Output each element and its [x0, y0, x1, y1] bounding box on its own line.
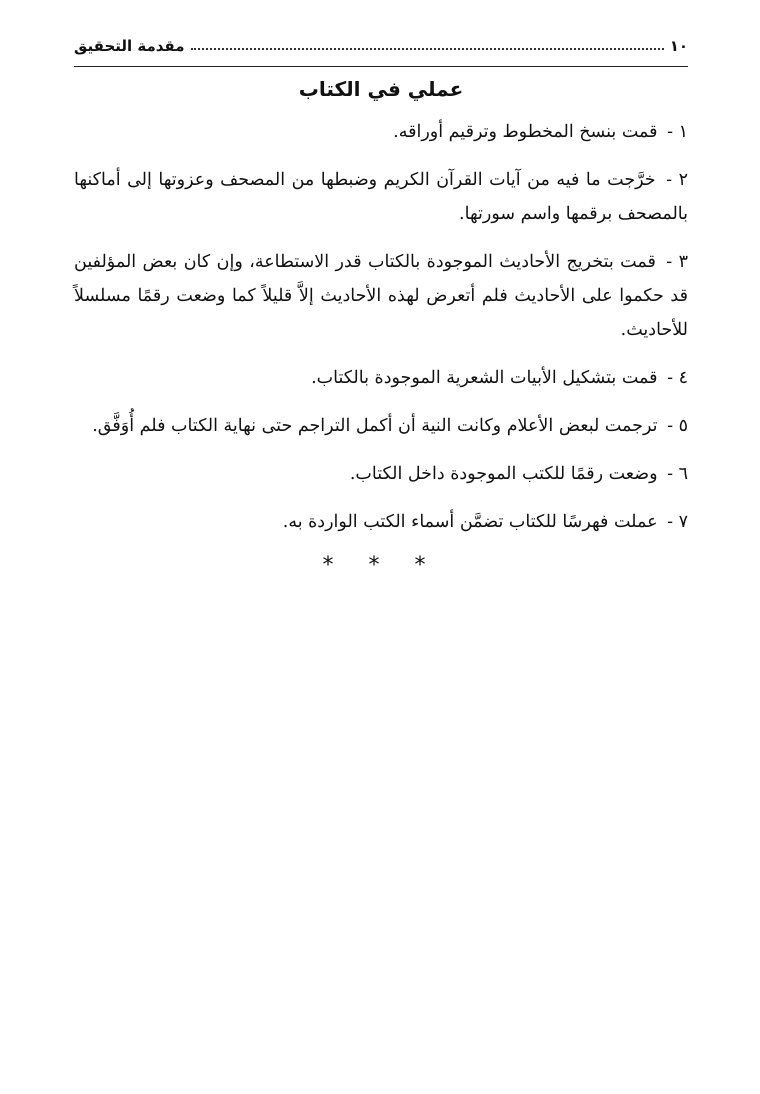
- item-text: قمت بنسخ المخطوط وترقيم أوراقه.: [393, 122, 658, 142]
- running-header-title: مقدمة التحقيق: [74, 37, 185, 55]
- page-number: ١٠: [669, 37, 688, 55]
- item-number: ٢ -: [666, 170, 688, 190]
- item-number: ٧ -: [667, 512, 688, 532]
- item-text: قمت بتشكيل الأبيات الشعرية الموجودة بالكتاب.: [311, 368, 658, 388]
- item-number: ٥ -: [667, 416, 688, 436]
- item-number: ١ -: [667, 122, 688, 142]
- list-item-3: [74, 245, 688, 347]
- list-item-2: [74, 163, 688, 231]
- list-item-5: [74, 409, 688, 443]
- list-item-1: [74, 115, 688, 149]
- item-text: ترجمت لبعض الأعلام وكانت النية أن أكمل التراجم حتى نهاية الكتاب فلم أُوَفَّق.: [92, 416, 658, 436]
- list-item-6: [74, 457, 688, 491]
- item-number: ٤ -: [667, 368, 688, 388]
- running-header: [74, 26, 688, 67]
- section-end-ornament: * * *: [322, 553, 440, 578]
- list-item-7: [74, 505, 688, 539]
- item-text: قمت بتخريج الأحاديث الموجودة بالكتاب قدر الاستطاعة، وإن كان بعض المؤلفين قد حكموا على الأحاديث فلم أتعرض لهذه الأحاديث إلاَّ قليلاً كما وضعت رقمًا مسلسلاً للأحاديث.: [74, 252, 688, 340]
- item-text: وضعت رقمًا للكتب الموجودة داخل الكتاب.: [349, 464, 658, 484]
- item-number: ٣ -: [666, 252, 688, 272]
- item-text: عملت فهرسًا للكتاب تضمَّن أسماء الكتب الواردة به.: [282, 512, 658, 532]
- list-item-4: [74, 361, 688, 395]
- item-text: خرَّجت ما فيه من آيات القرآن الكريم وضبطها من المصحف وعزوتها إلى أماكنها بالمصحف برقمها واسم سورتها.: [74, 170, 688, 224]
- item-number: ٦ -: [667, 464, 688, 484]
- section-title: عملي في الكتاب: [298, 77, 464, 101]
- page: [74, 26, 688, 578]
- header-leader-dots: [191, 48, 664, 50]
